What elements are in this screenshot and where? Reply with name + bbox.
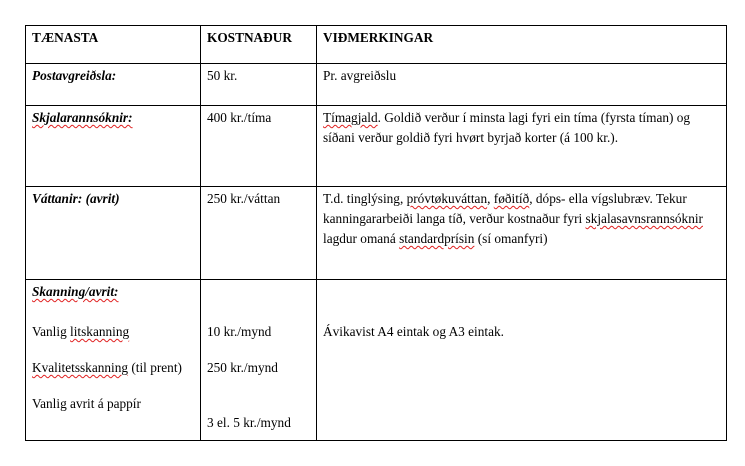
sub-item-cost: 10 kr./mynd xyxy=(207,324,272,339)
cost-cell xyxy=(201,280,317,441)
service-cell: Váttanir: (avrit) xyxy=(26,187,201,280)
note-cell: Pr. avgreiðslu xyxy=(317,64,727,106)
note-text: , xyxy=(487,191,494,206)
table-row xyxy=(26,64,727,106)
sub-item-cost: 250 kr./mynd xyxy=(207,360,278,375)
note-text: (sí omanfyri) xyxy=(474,231,548,246)
note-text: T.d. tinglýsing, xyxy=(323,191,407,206)
note-text: Ávikavist A4 eintak og A3 eintak. xyxy=(323,324,504,339)
note-text: lagdur omaná xyxy=(323,231,400,246)
sub-item-label: Kvalitetsskanning (til prent) xyxy=(32,360,182,375)
table-row xyxy=(26,106,727,187)
note-cell xyxy=(317,187,727,280)
sub-item-label: Vanlig litskanning xyxy=(32,324,130,339)
service-label: Skjalarannsóknir: xyxy=(32,110,133,125)
table-row xyxy=(26,187,727,280)
header-notes: VIÐMERKINGAR xyxy=(317,26,727,64)
note-text: próvtøkuváttan xyxy=(406,191,488,206)
note-text: . Goldið verður í minsta lagi fyri ein tíma (fyrsta tíman) og síðani verður goldið fyri hvørt byrjað korter (á 100 kr.). xyxy=(323,110,691,145)
price-table xyxy=(25,25,727,441)
note-text: , dóps- ella vígslubræv. Tekur kanningararbeiði langa tíð, verður kostnaður fyri xyxy=(323,191,687,226)
table-header-row xyxy=(26,26,727,64)
note-text: Tímagjald xyxy=(323,110,378,125)
service-cell: Postavgreiðsla: xyxy=(26,64,201,106)
sub-item-cost: 3 el. 5 kr./mynd xyxy=(207,415,291,430)
cost-cell: 250 kr./váttan xyxy=(201,187,317,280)
header-service: TÆNASTA xyxy=(26,26,201,64)
service-cell xyxy=(26,280,201,441)
note-text: standardprísin xyxy=(399,231,475,246)
service-label: Skanning/avrit: xyxy=(32,284,119,299)
sub-item-label: Vanlig avrit á pappír xyxy=(32,396,141,411)
note-cell xyxy=(317,106,727,187)
cost-cell: 50 kr. xyxy=(201,64,317,106)
note-cell xyxy=(317,280,727,441)
service-cell xyxy=(26,106,201,187)
table-row xyxy=(26,280,727,441)
note-text: føðitíð xyxy=(493,191,530,206)
cost-cell: 400 kr./tíma xyxy=(201,106,317,187)
header-cost: KOSTNAÐUR xyxy=(201,26,317,64)
note-text: skjalasavnsrannsóknir xyxy=(585,211,703,226)
